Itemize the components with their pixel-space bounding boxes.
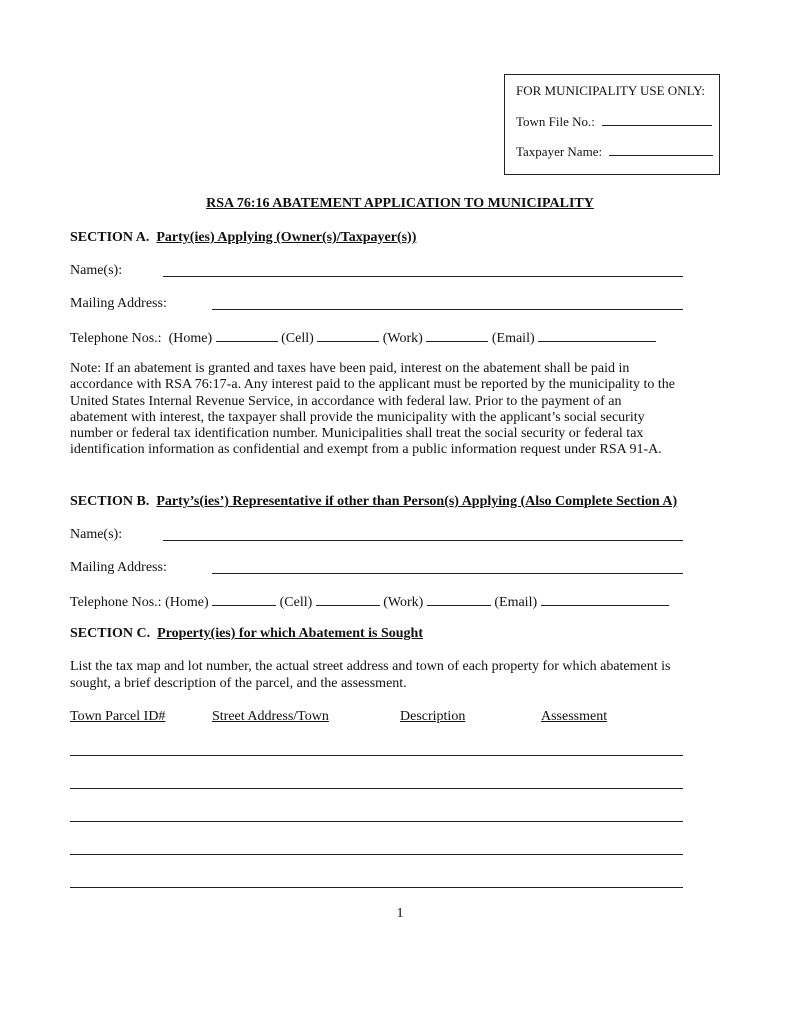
section-a-names-field[interactable] (163, 276, 683, 277)
property-entry-line[interactable] (70, 788, 683, 789)
section-c-header (70, 626, 423, 642)
section-b-cell-label: (Cell) (279, 595, 313, 610)
property-entry-line[interactable] (70, 854, 683, 855)
section-b-home-field[interactable] (212, 593, 276, 606)
section-b-cell-field[interactable] (316, 593, 380, 606)
municipality-use-box (504, 74, 720, 175)
section-a-home-label: (Home) (168, 331, 213, 346)
section-a-work-label: (Work) (382, 331, 423, 346)
taxpayer-name-field[interactable] (609, 143, 713, 156)
section-a-note: Note: If an abatement is granted and taxes have been paid, interest on the abatement shall be paid in accordance with RSA 76:17-a. Any interest paid to the applicant must be reported by the municipality to the United States Internal Revenue Service, in accordance with federal law. Prior to the payment of an abatement with interest, the taxpayer shall provide the municipality with the applicant’s social security number or federal tax identification number. Municipalities shall treat the social security or federal tax identification information as confidential and exempt from a public information request under RSA 91-A. (70, 361, 675, 458)
section-b-heading: Party’s(ies’) Representative if other than Person(s) Applying (Also Complete Section A) (156, 494, 678, 509)
section-a-cell-field[interactable] (317, 329, 379, 342)
section-a-names-label: Name(s): (70, 263, 123, 278)
section-a-email-label: (Email) (491, 331, 535, 346)
town-file-row (516, 113, 712, 130)
column-header-assessment: Assessment (541, 709, 608, 724)
section-b-email-label: (Email) (494, 595, 538, 610)
section-a-cell-label: (Cell) (281, 331, 314, 346)
section-c-heading: Property(ies) for which Abatement is Sought (157, 626, 423, 641)
section-b-names-label: Name(s): (70, 527, 123, 542)
section-c-label: SECTION C. (70, 626, 151, 641)
section-a-email-field[interactable] (538, 329, 656, 342)
property-entry-line[interactable] (70, 821, 683, 822)
town-file-label: Town File No.: (516, 114, 595, 129)
property-entry-line[interactable] (70, 755, 683, 756)
section-b-work-label: (Work) (383, 595, 424, 610)
section-a-mailing-label: Mailing Address: (70, 296, 167, 311)
town-file-field[interactable] (602, 113, 712, 126)
page-title: RSA 76:16 ABATEMENT APPLICATION TO MUNICIPALITY (206, 196, 594, 211)
section-b-mailing-label: Mailing Address: (70, 560, 167, 575)
section-b-work-field[interactable] (427, 593, 491, 606)
section-b-email-field[interactable] (541, 593, 669, 606)
page-number: 1 (396, 906, 404, 921)
section-b-names-field[interactable] (163, 540, 683, 541)
section-c-instructions: List the tax map and lot number, the actual street address and town of each property for which abatement is sought, a brief description of the parcel, and the assessment. (70, 659, 671, 691)
section-a-label: SECTION A. (70, 230, 150, 245)
section-b-home-label: (Home) (165, 595, 209, 610)
section-a-mailing-field[interactable] (212, 309, 683, 310)
taxpayer-name-label: Taxpayer Name: (516, 144, 603, 159)
section-a-work-field[interactable] (426, 329, 488, 342)
section-a-heading: Party(ies) Applying (Owner(s)/Taxpayer(s)) (156, 230, 417, 245)
section-a-telephone-row (70, 329, 656, 347)
section-a-telephone-label: Telephone Nos.: (70, 331, 162, 346)
section-b-telephone-label: Telephone Nos.: (70, 595, 162, 610)
section-a-home-field[interactable] (216, 329, 278, 342)
section-b-telephone-row (70, 593, 669, 611)
taxpayer-name-row (516, 143, 713, 160)
section-a-header (70, 230, 416, 246)
section-b-mailing-field[interactable] (212, 573, 683, 574)
property-entry-line[interactable] (70, 887, 683, 888)
column-header-description: Description (400, 709, 466, 724)
section-b-header (70, 494, 677, 510)
column-header-street-address: Street Address/Town (212, 709, 329, 724)
municipality-box-heading: FOR MUNICIPALITY USE ONLY: (516, 83, 706, 98)
column-header-parcel-id: Town Parcel ID# (70, 709, 166, 724)
section-b-label: SECTION B. (70, 494, 150, 509)
